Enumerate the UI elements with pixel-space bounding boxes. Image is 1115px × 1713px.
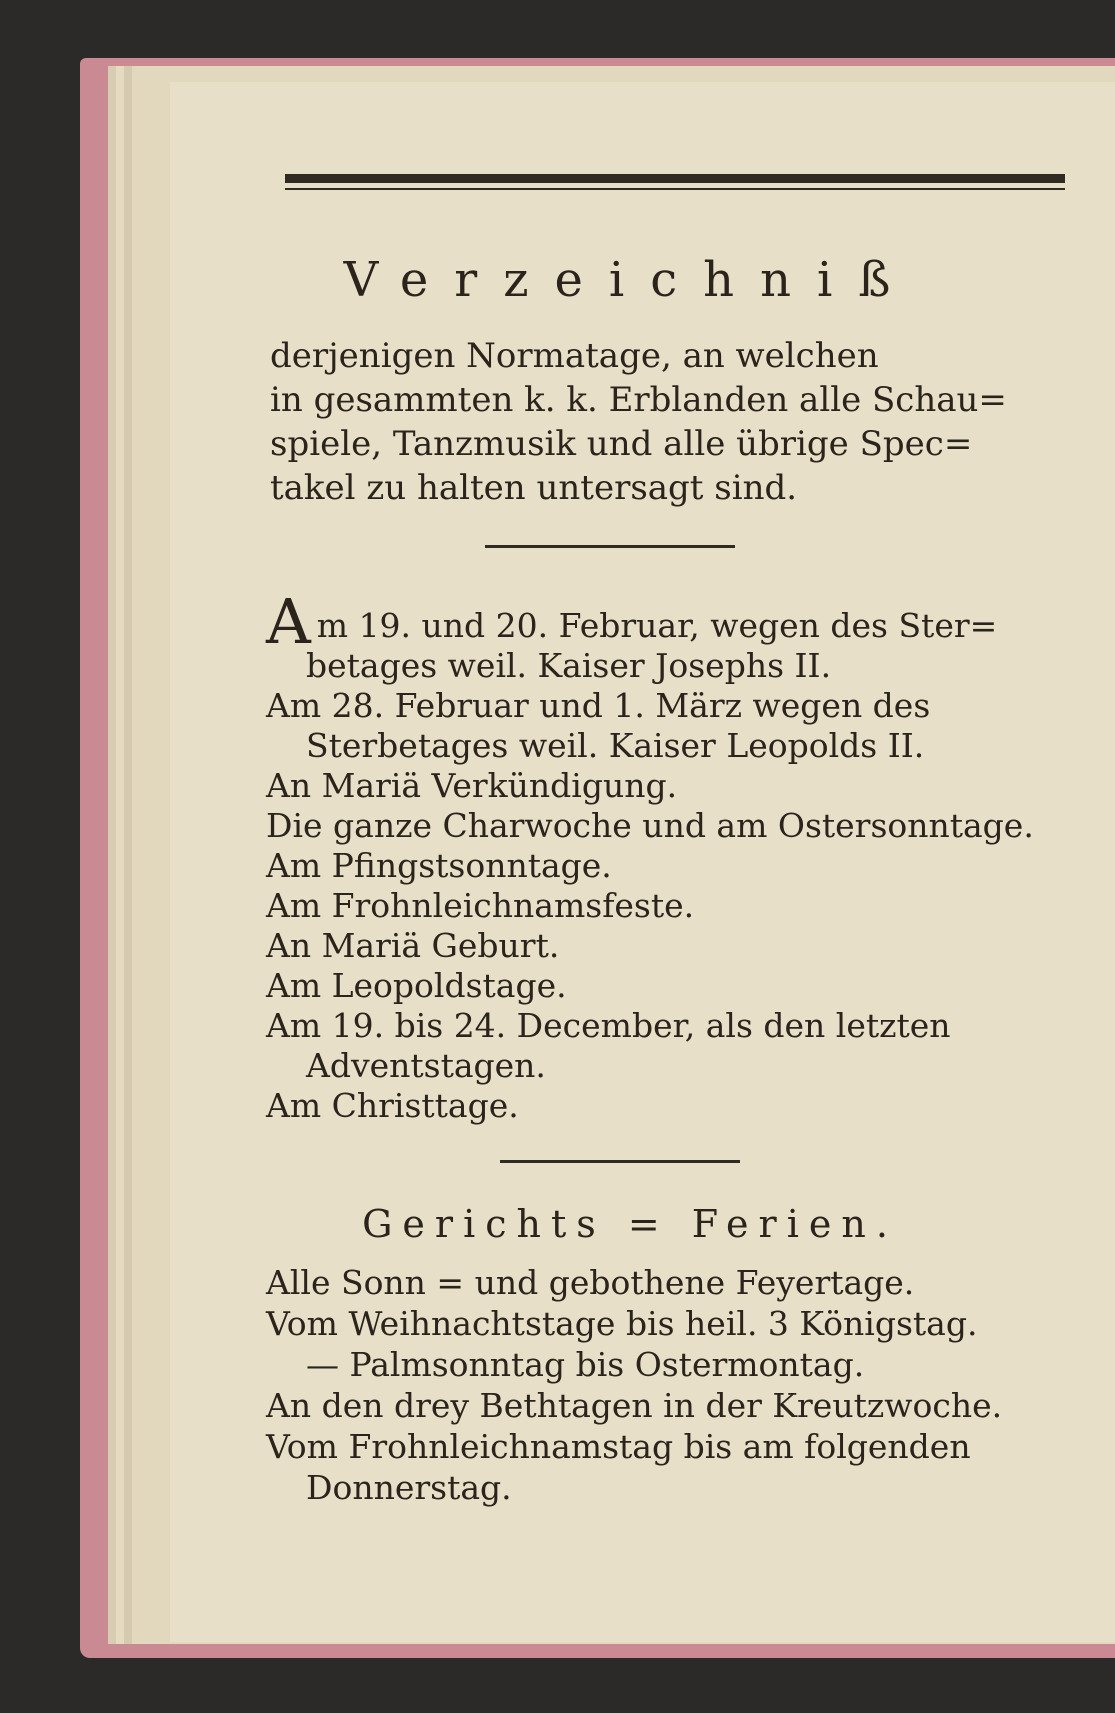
list-item: Am Leopoldstage.	[266, 966, 567, 1005]
list-item: Sterbetages weil. Kaiser Leopolds II.	[306, 726, 925, 765]
list-item: betages weil. Kaiser Josephs II.	[306, 646, 832, 685]
list-item: Am 28. Februar und 1. März wegen des	[266, 686, 931, 725]
list-item: Vom Weihnachtstage bis heil. 3 Königstag.	[266, 1304, 978, 1343]
intro-line: in gesammten k. k. Erblanden alle Schau=	[270, 380, 1007, 420]
intro-line: derjenigen Normatage, an welchen	[270, 336, 879, 376]
list-item: Am 19. bis 24. December, als den letzten	[266, 1006, 951, 1045]
section-title: Gerichts = Ferien.	[362, 1202, 898, 1246]
intro-line: spiele, Tanzmusik und alle übrige Spec=	[270, 424, 973, 464]
intro-line: takel zu halten untersagt sind.	[270, 468, 798, 508]
normatage-list	[266, 585, 1076, 1126]
list-item: — Palmsonntag bis Ostermontag.	[306, 1345, 865, 1384]
list-item: Adventstagen.	[306, 1046, 546, 1085]
list-item: Am Christtage.	[266, 1086, 519, 1125]
list-item: An Mariä Verkündigung.	[266, 766, 678, 805]
book-page	[170, 82, 1115, 1642]
drop-capital: A	[266, 585, 311, 658]
ferien-list	[266, 1262, 1076, 1508]
list-item: Alle Sonn = und gebothene Feyertage.	[266, 1263, 915, 1302]
intro-paragraph	[270, 334, 1060, 510]
section-divider	[485, 545, 735, 548]
list-item: Am Pfingstsonntage.	[266, 846, 612, 885]
list-item: An den drey Bethtagen in der Kreutzwoche.	[266, 1386, 1003, 1425]
list-item	[266, 585, 1076, 658]
header-double-rule	[285, 174, 1065, 190]
list-item: An Mariä Geburt.	[266, 926, 560, 965]
list-item: Donnerstag.	[306, 1468, 512, 1507]
list-item: Vom Frohnleichnamstag bis am folgenden	[266, 1427, 971, 1466]
list-item: Am Frohnleichnamsfeste.	[266, 886, 695, 925]
list-item-text: m 19. und 20. Februar, wegen des Ster=	[316, 606, 998, 645]
page-title: Verzeichniß	[343, 252, 917, 308]
list-item: Die ganze Charwoche und am Ostersonntage.	[266, 806, 1034, 845]
section-divider	[500, 1160, 740, 1163]
